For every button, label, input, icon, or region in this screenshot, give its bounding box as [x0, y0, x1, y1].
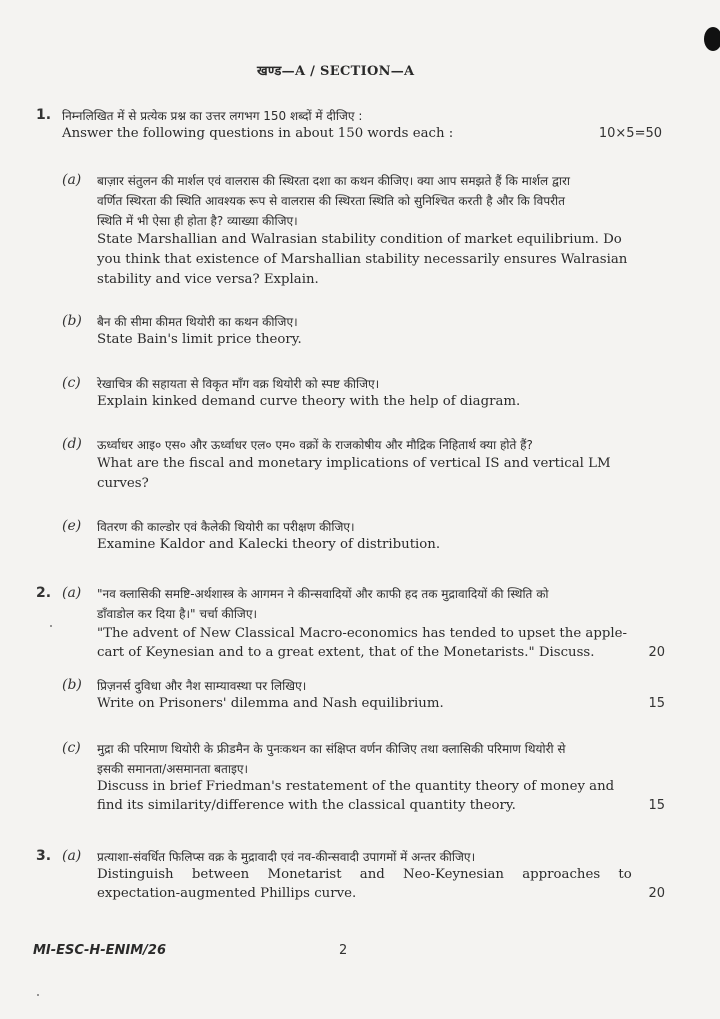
q1b-label: (b)	[62, 313, 82, 329]
q1c-hindi-line: रेखाचित्र की सहायता से विकृत माँग वक्र थियोरी को स्पष्ट कीजिए।	[97, 377, 380, 391]
q2b-hindi-line: प्रिज़नर्स दुविधा और नैश साम्यावस्था पर लिखिए।	[97, 679, 307, 693]
q3a-marks: 20	[648, 886, 665, 901]
page-number: 2	[339, 943, 348, 958]
q1a-english-line: you think that existence of Marshallian stability necessarily ensures Walrasian	[97, 252, 628, 267]
q1e-label: (e)	[62, 518, 82, 534]
paper-code: MI-ESC-H-ENIM/26	[33, 943, 166, 958]
section-header: खण्ड—A / SECTION—A	[257, 64, 415, 79]
q2b-marks: 15	[648, 696, 665, 711]
q2c-english-line: Discuss in brief Friedman's restatement of the quantity theory of money and	[97, 779, 615, 794]
q1a-english-line: stability and vice versa? Explain.	[97, 272, 319, 287]
q1e-english-line: Examine Kaldor and Kalecki theory of distribution.	[97, 537, 441, 552]
q1a-hindi-line: बाज़ार संतुलन की मार्शल एवं वालरास की स्थिरता दशा का कथन कीजिए। क्या आप समझते हैं कि मार्शल द्वारा	[97, 174, 571, 188]
question-1-marks: 10×5=50	[598, 126, 662, 141]
q2b-label: (b)	[62, 677, 82, 693]
q1d-english-line: What are the fiscal and monetary implications of vertical IS and vertical LM	[97, 456, 611, 471]
q1a-english-line: State Marshallian and Walrasian stability condition of market equilibrium. Do	[97, 232, 622, 247]
q2c-english-line: find its similarity/difference with the classical quantity theory.	[97, 798, 516, 813]
q2c-hindi-line: इसकी समानता/असमानता बताइए।	[97, 762, 249, 776]
punch-hole-dot	[704, 27, 720, 51]
q1e-hindi-line: वितरण की काल्डोर एवं कैलेकी थियोरी का परीक्षण कीजिए।	[97, 520, 355, 534]
q2b-english-line: Write on Prisoners' dilemma and Nash equilibrium.	[97, 696, 444, 711]
question-3-number: 3.	[36, 848, 52, 864]
q2a-hindi-line: डाँवाडोल कर दिया है।" चर्चा कीजिए।	[97, 607, 258, 621]
q2a-english-line: cart of Keynesian and to a great extent, that of the Monetarists." Discuss.	[97, 645, 595, 660]
q1d-hindi-line: ऊर्ध्वाधर आइ० एस० और ऊर्ध्वाधर एल० एम० वक्रों के राजकोषीय और मौद्रिक निहितार्थ क्या होते हैं?	[97, 438, 533, 452]
q2a-marks: 20	[648, 645, 665, 660]
q1c-english-line: Explain kinked demand curve theory with the help of diagram.	[97, 394, 521, 409]
q1c-label: (c)	[62, 375, 81, 391]
question-2-number: 2.	[36, 585, 52, 601]
q2a-hindi-line: "नव क्लासिकी समष्टि-अर्थशास्त्र के आगमन ने कीन्सवादियों और काफी हद तक मुद्रावादियों की स्थिति को	[97, 587, 549, 601]
q2c-hindi-line: मुद्रा की परिमाण थियोरी के फ्रीडमैन के पुनःकथन का संक्षिप्त वर्णन कीजिए तथा क्लासिकी परिमाण थियोरी से	[97, 742, 566, 756]
q1a-label: (a)	[62, 172, 82, 188]
q1b-hindi-line: बैन की सीमा कीमत थियोरी का कथन कीजिए।	[97, 315, 298, 329]
question-1-intro-hindi: निम्नलिखित में से प्रत्येक प्रश्न का उत्तर लगभग 150 शब्दों में दीजिए :	[62, 109, 363, 123]
q3a-english-line: expectation-augmented Phillips curve.	[97, 886, 357, 901]
q1a-hindi-line: स्थिति में भी ऐसा ही होता है? व्याख्या कीजिए।	[97, 214, 298, 228]
question-1-intro-english: Answer the following questions in about 150 words each :	[62, 126, 454, 141]
q1d-english-line: curves?	[97, 476, 149, 491]
q2c-marks: 15	[648, 798, 665, 813]
q3a-label: (a)	[62, 848, 82, 864]
question-1-number: 1.	[36, 107, 52, 123]
q1a-hindi-line: वर्णित स्थिरता की स्थिति आवश्यक रूप से वालरास की स्थिरता स्थिति को सुनिश्चित करती है और कि विपरीत	[97, 194, 566, 208]
q3a-hindi-line: प्रत्याशा-संवर्धित फिलिप्स वक्र के मुद्रावादी एवं नव-कीन्सवादी उपागमों में अन्तर कीजिए।	[97, 850, 476, 864]
q3a-english-line: Distinguish between Monetarist and Neo-Keynesian approaches to	[97, 867, 632, 882]
scan-speck	[37, 994, 39, 996]
q1b-english-line: State Bain's limit price theory.	[97, 332, 302, 347]
q2a-english-line: "The advent of New Classical Macro-economics has tended to upset the apple-	[97, 626, 627, 641]
q1d-label: (d)	[62, 436, 82, 452]
q2a-label: (a)	[62, 585, 82, 601]
q2c-label: (c)	[62, 740, 81, 756]
scan-speck	[50, 625, 52, 627]
